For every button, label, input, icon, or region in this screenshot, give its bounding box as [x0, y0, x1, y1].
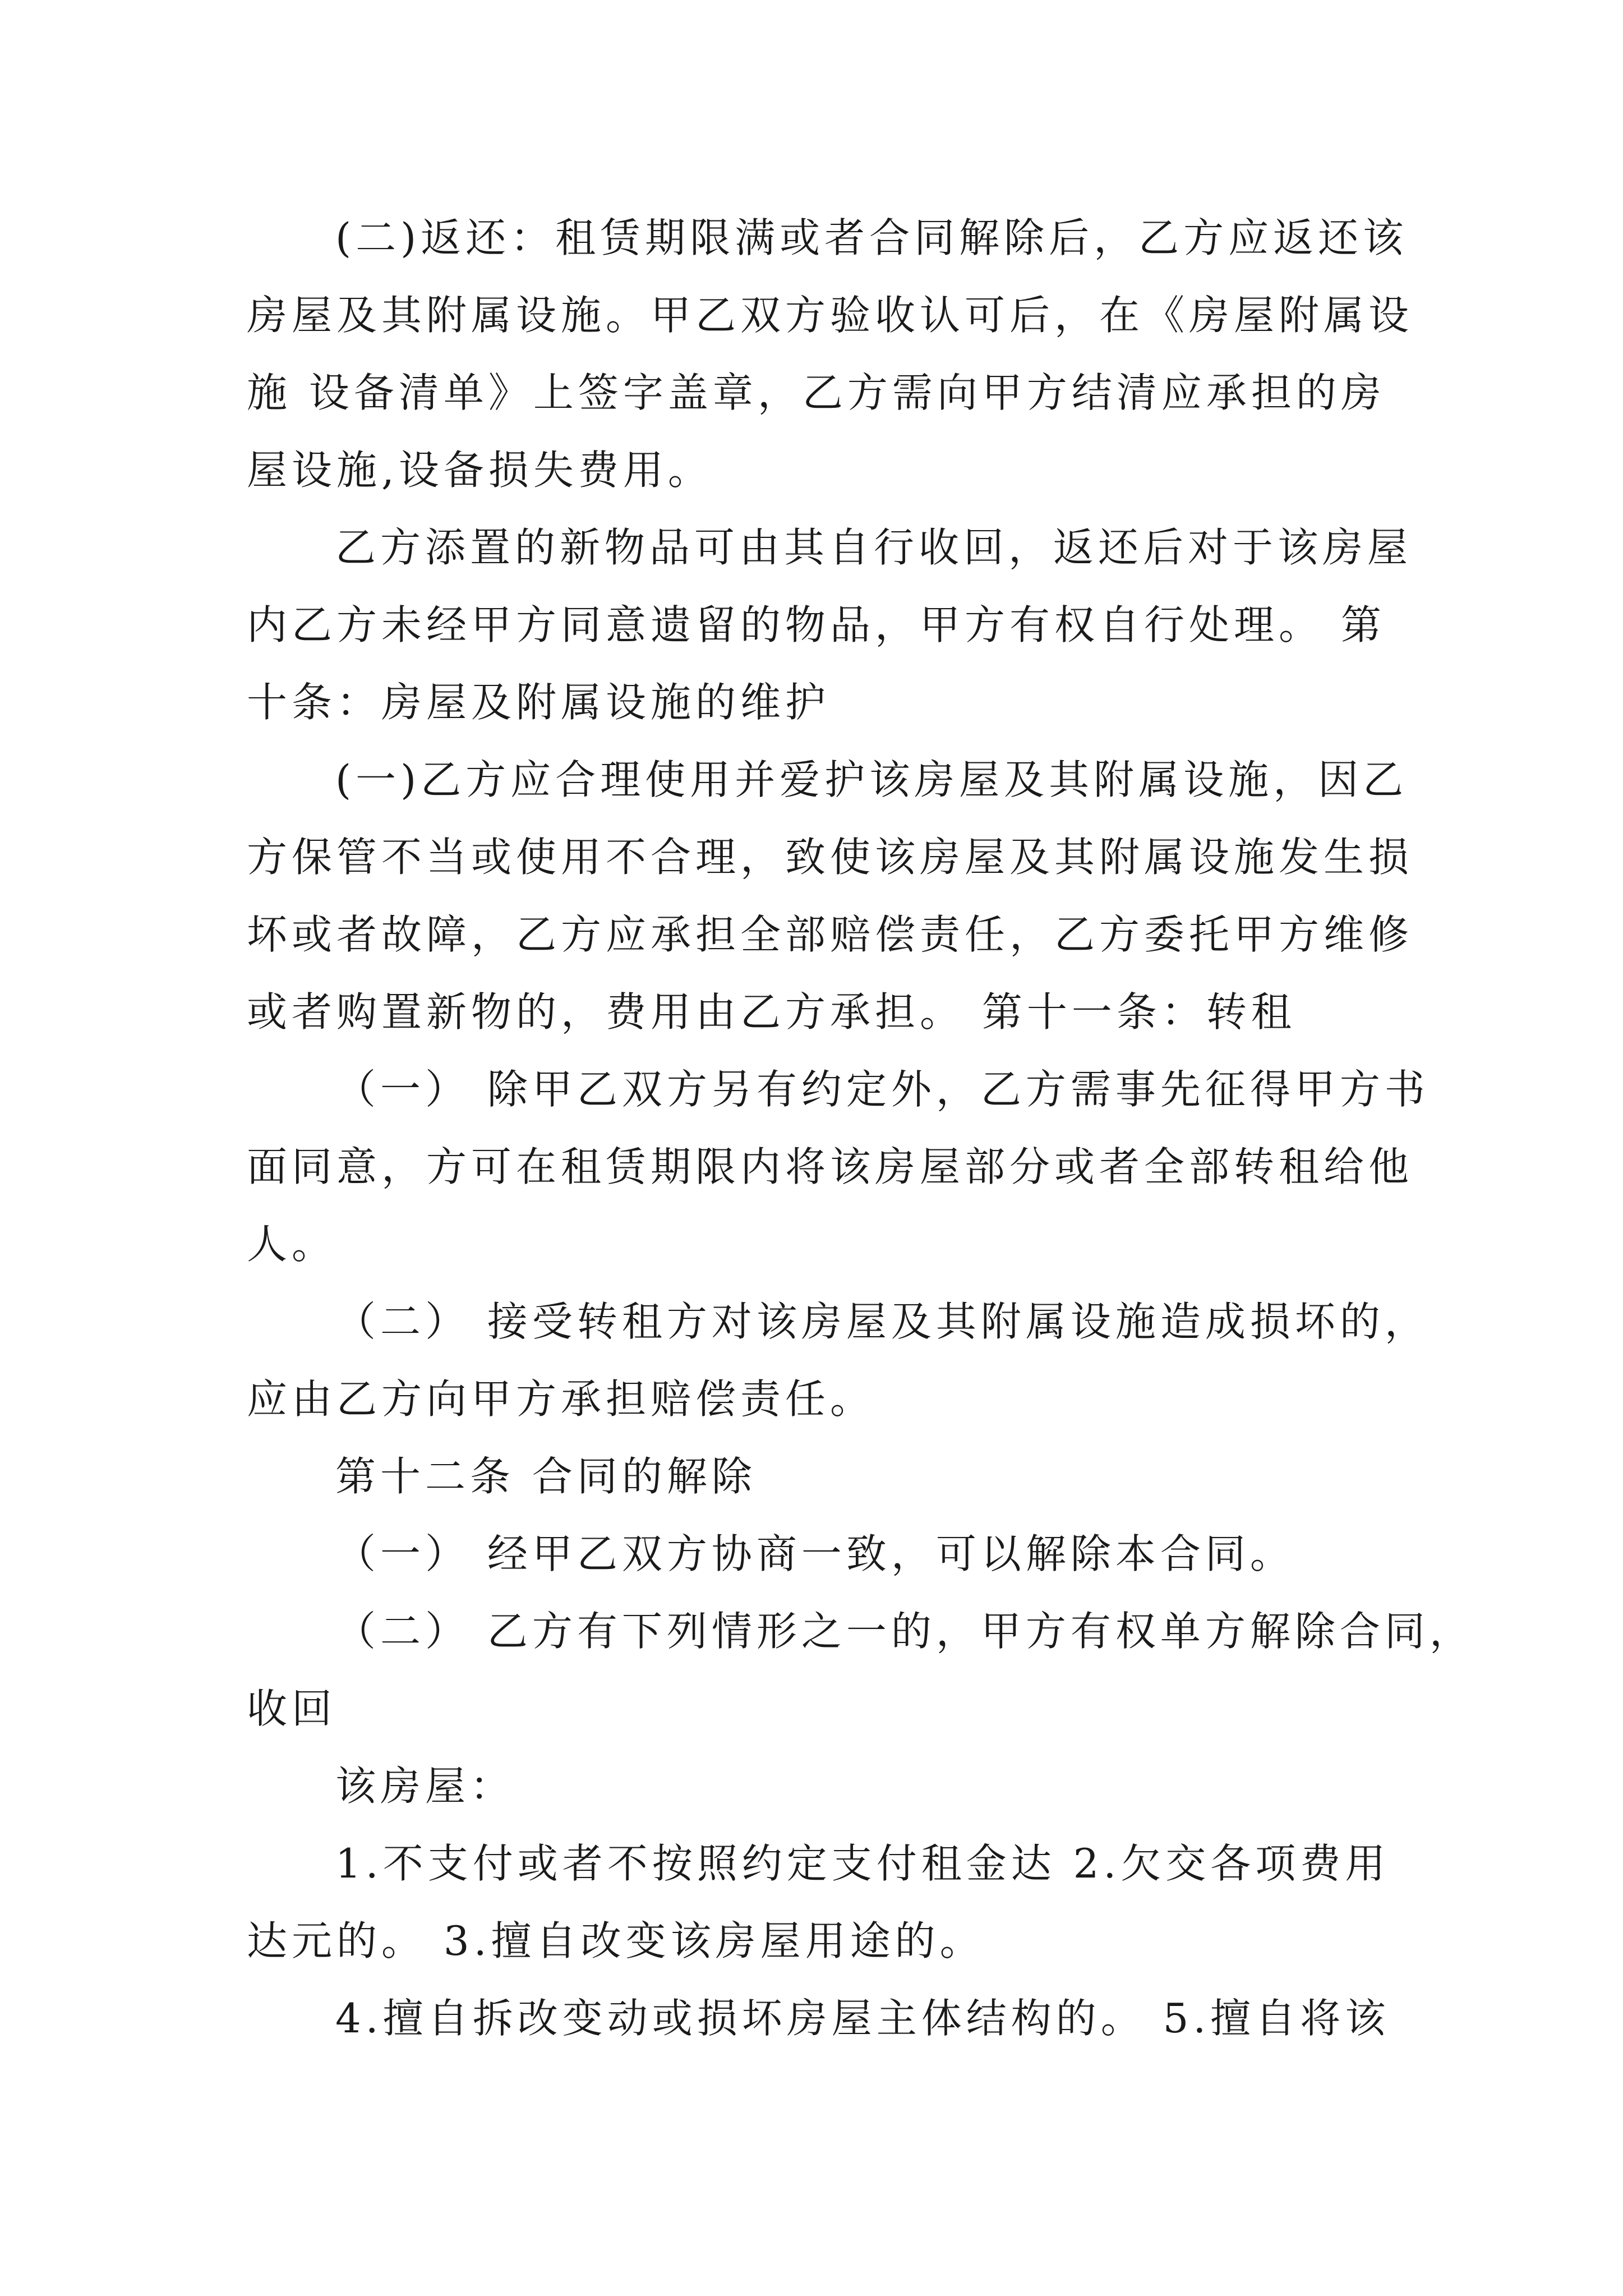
text-line: 1.不支付或者不按照约定支付租金达 2.欠交各项费用: [335, 1840, 1390, 1887]
text-line: (一)乙方应合理使用并爱护该房屋及其附属设施，因乙: [335, 756, 1408, 803]
paragraph: [247, 1051, 1430, 1283]
text-line: 屋设施,设备损失费用。: [247, 447, 713, 494]
paragraph: [247, 1980, 1390, 2057]
text-line: （二） 接受转租方对该房屋及其附属设施造成损坏的，: [335, 1298, 1430, 1345]
text-line: 收回: [247, 1685, 337, 1732]
text-line: 第十二条 合同的解除: [335, 1453, 757, 1500]
paragraph: [247, 1747, 1374, 1825]
text-line: 施 设备清单》上签字盖章，乙方需向甲方结清应承担的房: [247, 369, 1386, 416]
text-line: 4.擅自拆改变动或损坏房屋主体结构的。 5.擅自将该: [335, 1995, 1390, 2042]
text-line: 房屋及其附属设施。甲乙双方验收认可后，在《房屋附属设: [247, 292, 1414, 339]
text-line: 应由乙方向甲方承担赔偿责任。: [247, 1375, 875, 1423]
text-line: 面同意，方可在租赁期限内将该房屋部分或者全部转租给他: [247, 1143, 1414, 1190]
text-line: （一） 除甲乙双方另有约定外，乙方需事先征得甲方书: [335, 1066, 1430, 1113]
paragraph: [247, 509, 1413, 741]
document-body: [247, 199, 1474, 2057]
text-line: （二） 乙方有下列情形之一的，甲方有权单方解除合同，: [335, 1608, 1474, 1655]
paragraph: [247, 741, 1414, 1051]
paragraph: [247, 1283, 1430, 1438]
paragraph: [247, 1593, 1474, 1747]
text-line: (二)返还：租赁期限满或者合同解除后，乙方应返还该: [335, 214, 1408, 261]
paragraph: [247, 1825, 1390, 1980]
paragraph: [247, 1515, 1374, 1593]
text-line: 内乙方未经甲方同意遗留的物品，甲方有权自行处理。 第: [247, 601, 1386, 648]
paragraph: [247, 1438, 1374, 1515]
text-line: 达元的。 3.擅自改变该房屋用途的。: [247, 1917, 985, 1964]
paragraph: [247, 199, 1414, 509]
text-line: 乙方添置的新物品可由其自行收回，返还后对于该房屋: [335, 524, 1413, 571]
text-line: 十条：房屋及附属设施的维护: [247, 679, 831, 726]
text-line: （一） 经甲乙双方协商一致，可以解除本合同。: [335, 1530, 1295, 1577]
text-line: 或者购置新物的，费用由乙方承担。 第十一条：转租: [247, 988, 1296, 1036]
text-line: 方保管不当或使用不合理，致使该房屋及其附属设施发生损: [247, 834, 1414, 881]
text-line: 坏或者故障，乙方应承担全部赔偿责任，乙方委托甲方维修: [247, 911, 1414, 958]
text-line: 人。: [247, 1221, 337, 1268]
text-line: 该房屋：: [335, 1763, 515, 1810]
